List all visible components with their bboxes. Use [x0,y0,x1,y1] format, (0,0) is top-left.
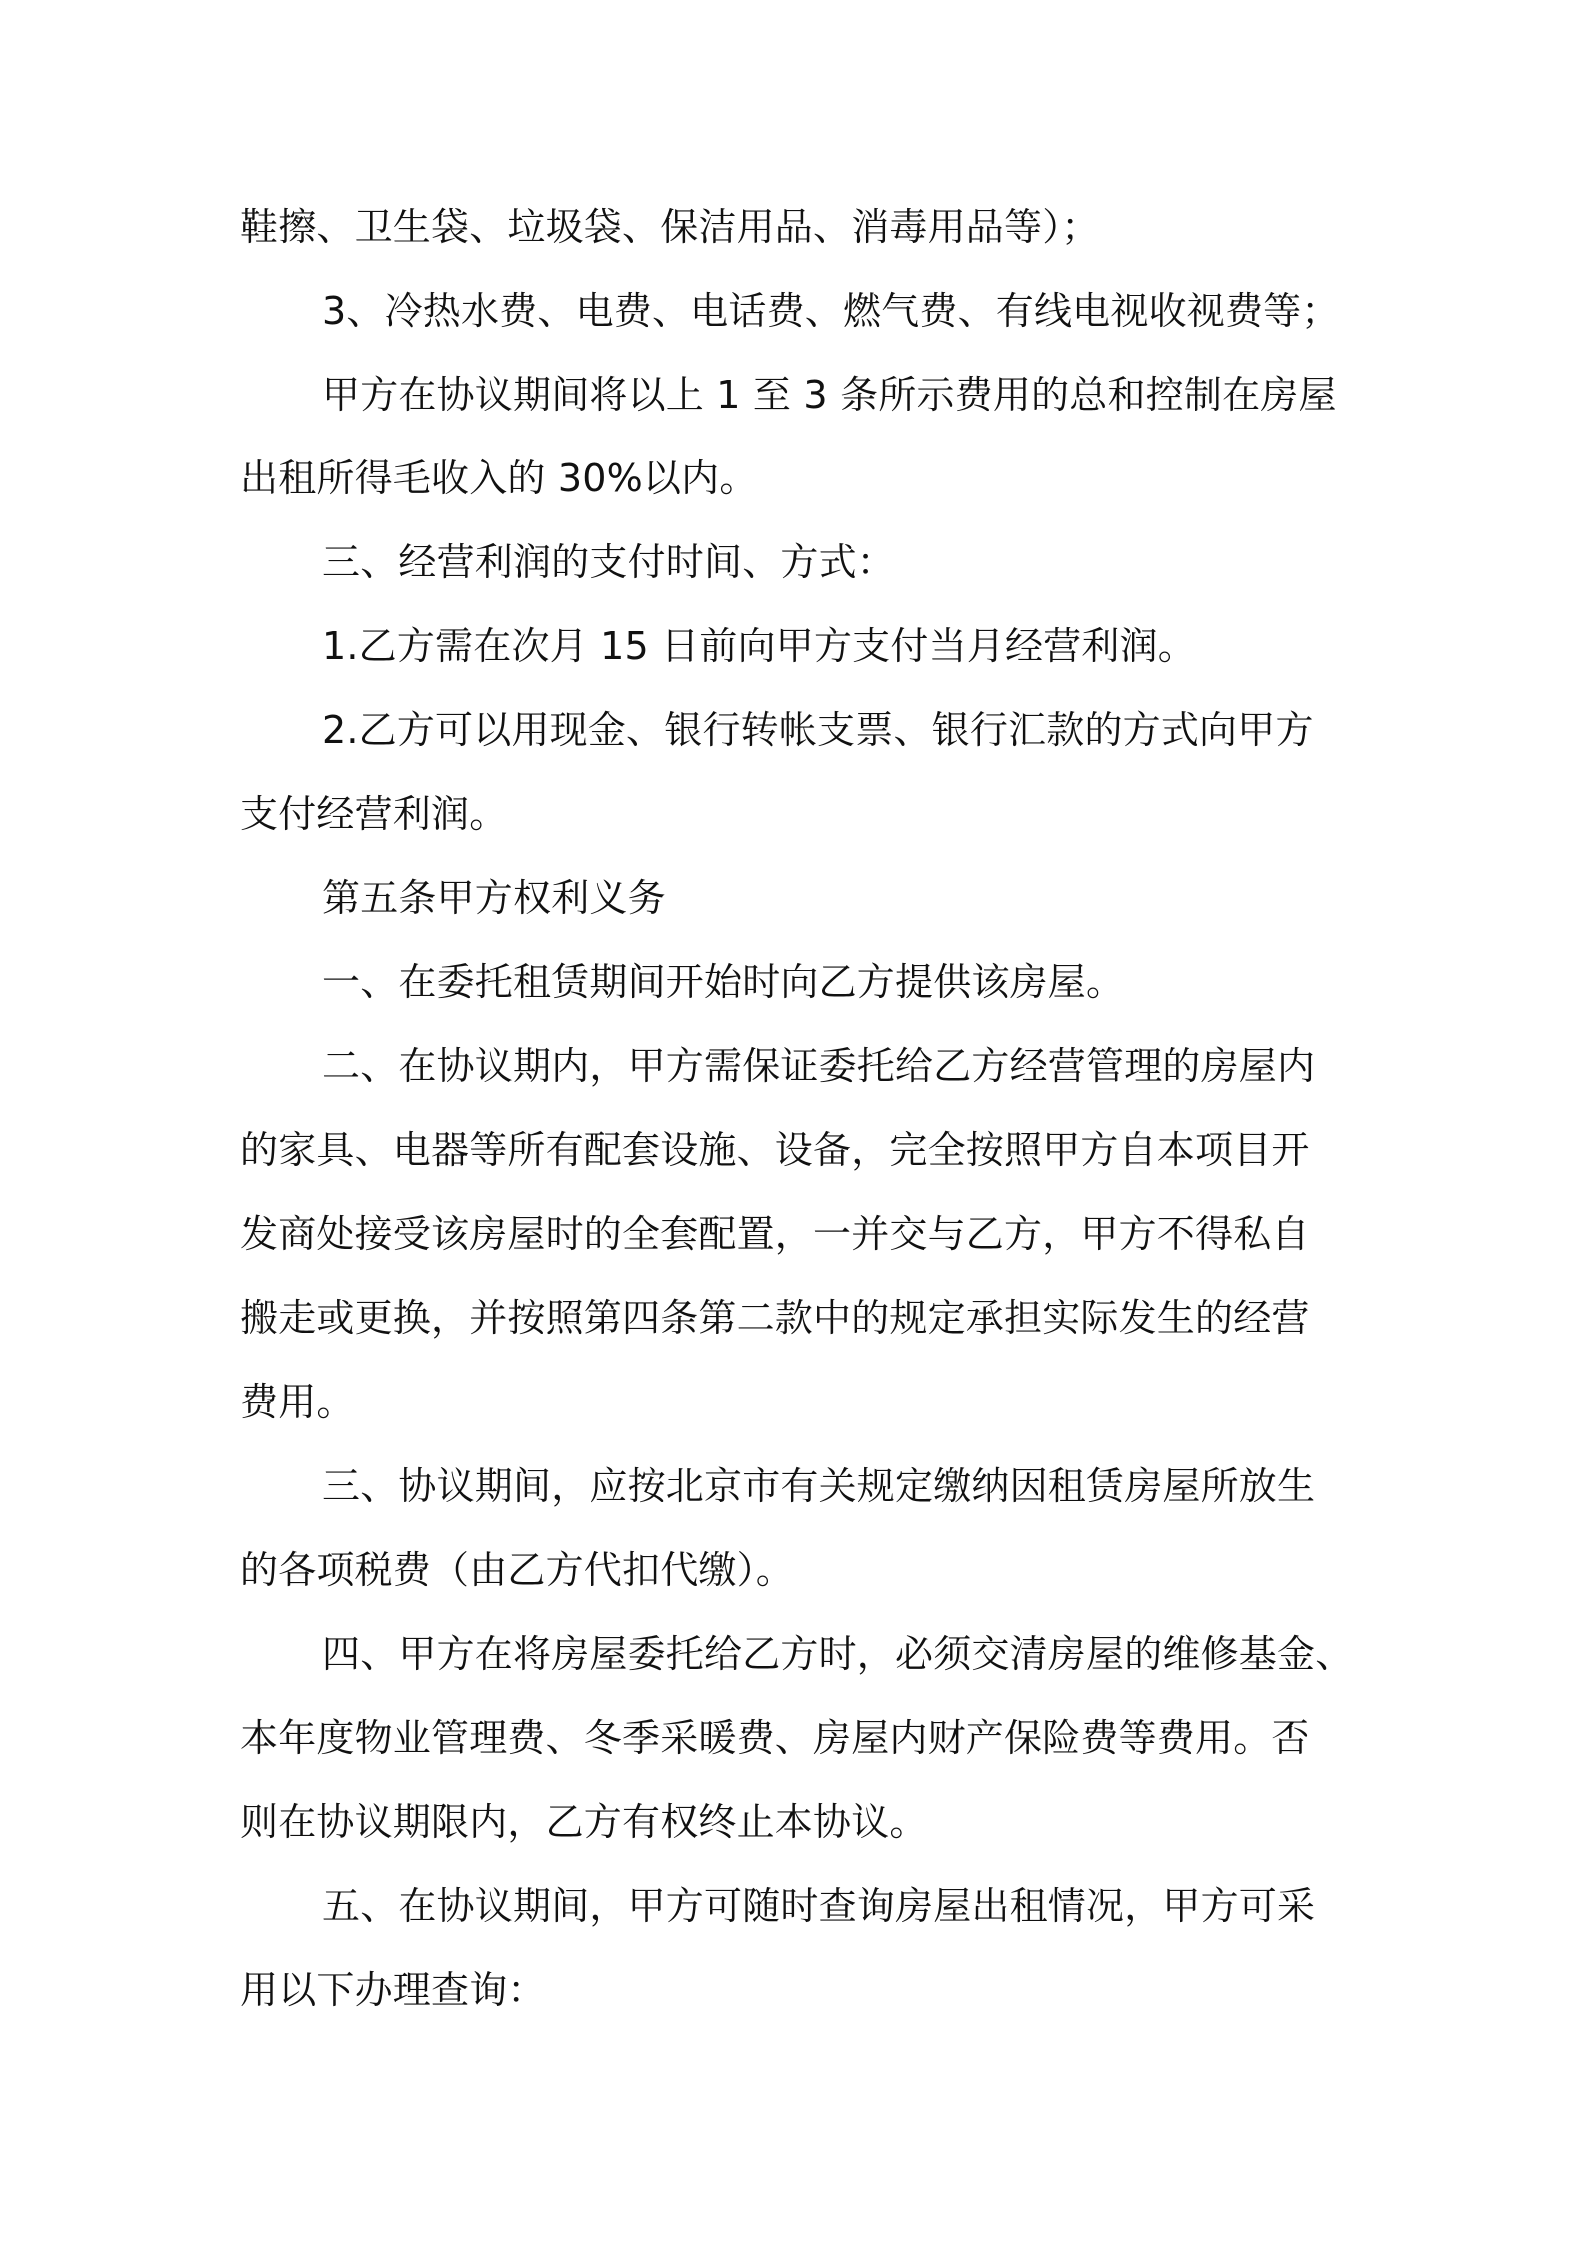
text-line: 甲方在协议期间将以上 1 至 3 条所示费用的总和控制在房屋 [322,373,1337,417]
text-line: 用以下办理查询： [240,1968,546,2012]
section-heading: 第五条甲方权利义务 [322,876,666,920]
text-line: 鞋擦、卫生袋、垃圾袋、保洁用品、消毒用品等）； [240,205,1100,249]
text-line: 一、在委托租赁期间开始时向乙方提供该房屋。 [322,960,1125,1004]
text-line: 三、协议期间，应按北京市有关规定缴纳因租赁房屋所放生 [322,1464,1316,1508]
text-line: 四、甲方在将房屋委托给乙方时，必须交清房屋的维修基金、 [322,1632,1354,1676]
text-line: 出租所得毛收入的 30%以内。 [240,456,758,500]
text-line: 三、经营利润的支付时间、方式： [322,540,896,584]
text-line: 五、在协议期间，甲方可随时查询房屋出租情况，甲方可采 [322,1884,1316,1928]
text-line: 1.乙方需在次月 15 日前向甲方支付当月经营利润。 [322,624,1196,668]
text-line: 费用。 [240,1380,355,1424]
text-line: 二、在协议期内，甲方需保证委托给乙方经营管理的房屋内 [322,1044,1316,1088]
text-line: 本年度物业管理费、冬季采暖费、房屋内财产保险费等费用。否 [240,1716,1310,1760]
text-line: 2.乙方可以用现金、银行转帐支票、银行汇款的方式向甲方 [322,708,1314,752]
text-line: 搬走或更换，并按照第四条第二款中的规定承担实际发生的经营 [240,1296,1310,1340]
text-line: 支付经营利润。 [240,792,508,836]
text-line: 则在协议期限内，乙方有权终止本协议。 [240,1800,928,1844]
text-line: 的家具、电器等所有配套设施、设备，完全按照甲方自本项目开 [240,1128,1310,1172]
text-line: 3、冷热水费、电费、电话费、燃气费、有线电视收视费等； [322,289,1340,333]
text-line: 发商处接受该房屋时的全套配置，一并交与乙方，甲方不得私自 [240,1212,1310,1256]
text-line: 的各项税费（由乙方代扣代缴）。 [240,1548,795,1592]
